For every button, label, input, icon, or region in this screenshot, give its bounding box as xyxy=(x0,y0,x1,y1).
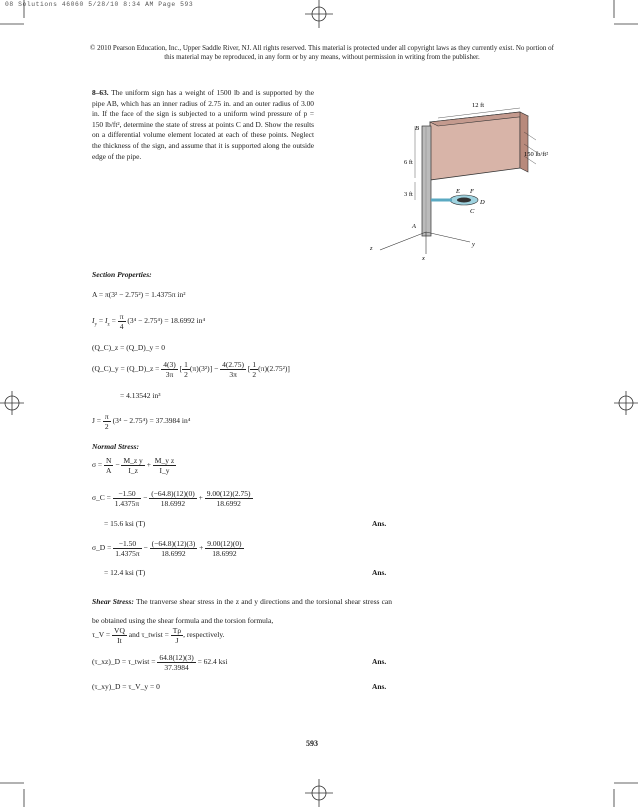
ans-label-2: Ans. xyxy=(372,568,387,577)
dim-3ft: 3 ft xyxy=(404,191,413,198)
eq-sigma-d-result: = 12.4 ksi (T) xyxy=(104,568,146,577)
eq-qy-result: = 4.13542 in³ xyxy=(120,391,161,400)
eq-j: J = $\frac{\pi}{2}$ (3⁴ − 2.75⁴) = 37.3984 in⁴ xyxy=(92,412,191,431)
eq-sigma-c: σ_C = $\frac{-1.50}{1.4375\pi}$ − $\frac{(-64.8)(12)(0)}{18.6992}$ + $\frac{9.00(12)(2.75)}{18.6992}$ xyxy=(92,489,251,508)
problem-text: The uniform sign has a weight of 1500 lb and is supported by the pipe AB, which has an inner radius of 2.75 in. and an outer radius of 3.00 in. If the face of the sign is subjected to a uniform wind pressure of p = 150 lb/ft², determine the state of stress at points C and D. Show the results on a differential volume element located at each of these points. Neglect the thickness of the sign, and assume that it is supported along the outside edge of the pipe. xyxy=(92,88,314,161)
eq-qy: (Q_C)_y = (Q_D)_z = $\frac{4(3)}{3\pi}$ [ $\frac{1}{2}$ (π)(3²)] − $\frac{4(2.75)}{3\pi}$ [ $\frac{1}{2}$ (π)(2.75²)] xyxy=(92,360,290,379)
eq-inertia: $I_y = I_z$ = $\frac{\pi}{4}$ (3⁴ − 2.75⁴) = 18.6992 in⁴ xyxy=(92,312,206,331)
pressure-label: 150 lb/ft² xyxy=(524,151,549,158)
eq-sigma-d: σ_D = $\frac{-1.50}{1.4375\pi}$ − $\frac{(-64.8)(12)(3)}{18.6992}$ + $\frac{9.00(12)(0)}{18.6992}$ xyxy=(92,539,242,558)
copyright-notice: © 2010 Pearson Education, Inc., Upper Saddle River, NJ. All rights reserved. This material is protected under all copyright laws as they currently exist. No portion of this material may be reproduced, in any form or by any means, without permission in writing from the publisher. xyxy=(90,44,554,62)
axis-x: x xyxy=(422,255,425,262)
eq-qz: (Q_C)_z = (Q_D)_y = 0 xyxy=(92,343,166,352)
axis-z: z xyxy=(370,245,373,252)
eq-tau-xz: (τ_xz)_D = τ_twist = $\frac{64.8(12)(3)}{37.3984}$ = 62.4 ksi xyxy=(92,653,228,672)
point-d: D xyxy=(480,199,485,206)
pipe xyxy=(422,126,431,236)
point-a: A xyxy=(412,223,416,230)
shear-stress-heading: Shear Stress: xyxy=(92,597,134,606)
shear-text: Shear Stress: The tranverse shear stress in the z and y directions and the torsional shear stress can be obtained using the shear formula and the torsion formula, xyxy=(92,597,393,625)
page-number: 593 xyxy=(306,739,318,748)
eq-sigma: σ = $\frac{N}{A}$ − $\frac{\text{M\_z y}}{I\_z}$ + $\frac{\text{M\_y z}}{I\_y}$ xyxy=(92,456,175,475)
sign-figure xyxy=(360,92,560,262)
section-hole xyxy=(457,198,471,203)
dim-6ft: 6 ft xyxy=(404,159,413,166)
point-f: F xyxy=(470,188,474,195)
point-c: C xyxy=(470,208,475,215)
ans-label-4: Ans. xyxy=(372,682,387,691)
point-b: B xyxy=(415,125,419,132)
dim-12ft: 12 ft xyxy=(472,102,485,109)
problem-number: 8–63. xyxy=(92,88,109,97)
normal-stress-heading: Normal Stress: xyxy=(92,442,140,451)
ans-label-3: Ans. xyxy=(372,657,387,666)
axis-y: y xyxy=(472,241,475,248)
ans-label-1: Ans. xyxy=(372,519,387,528)
eq-sigma-c-result: = 15.6 ksi (T) xyxy=(104,519,146,528)
eq-tau-xy: (τ_xy)_D = τ_V_y = 0 xyxy=(92,682,160,691)
problem-statement xyxy=(92,88,314,162)
point-e: E xyxy=(456,188,460,195)
sign-edge xyxy=(520,112,528,172)
section-properties-heading: Section Properties: xyxy=(92,270,152,279)
print-header: 08 Solutions 46060 5/28/10 8:34 AM Page 593 xyxy=(5,1,194,8)
eq-tau-formulas: τ_V = $\frac{VQ}{It}$ and τ_twist = $\frac{T\rho}{J}$ , respectively. xyxy=(92,626,225,645)
eq-area: A = π(3² − 2.75²) = 1.4375π in² xyxy=(92,290,186,299)
